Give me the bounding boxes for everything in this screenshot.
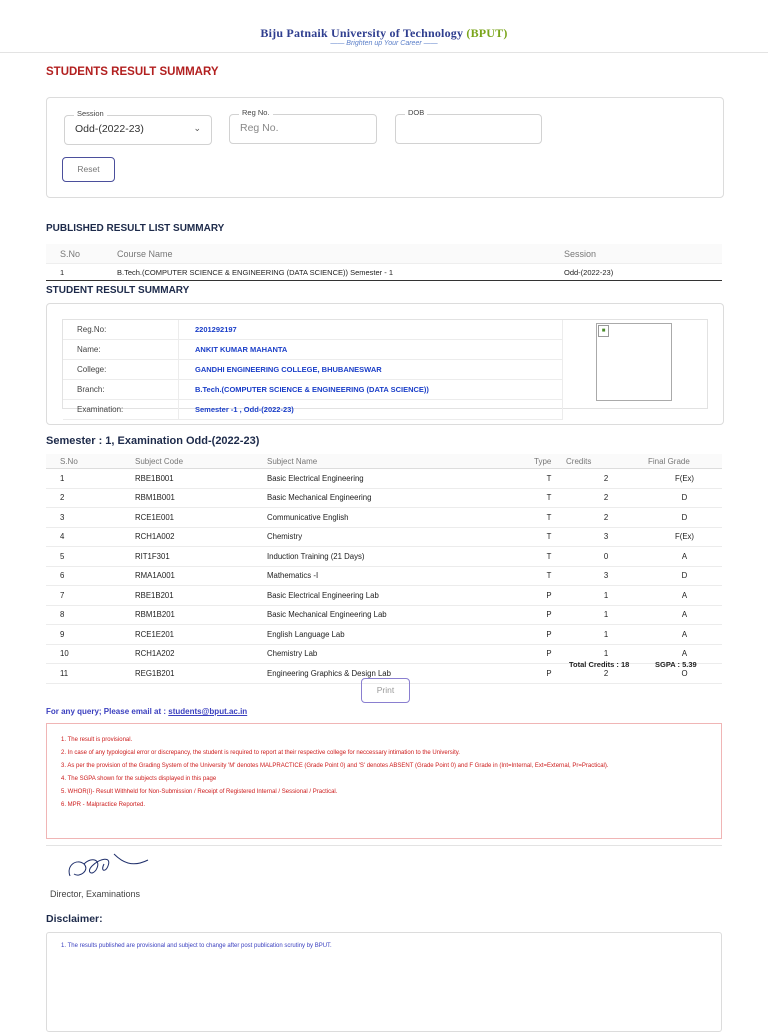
col-session: Session	[563, 244, 722, 264]
note-item: 6. MPR - Malpractice Reported.	[61, 802, 146, 808]
student-photo	[596, 323, 672, 401]
cell-sno: 11	[46, 664, 121, 684]
cell-code: RMA1A001	[121, 566, 266, 586]
cell-credits: 3	[565, 527, 647, 547]
info-value: ANKIT KUMAR MAHANTA	[179, 340, 563, 360]
divider	[46, 845, 722, 846]
table-row	[46, 469, 722, 489]
reg-no-label: Reg No.	[239, 108, 273, 117]
col-credits: Credits	[565, 454, 647, 469]
cell-sno: 1	[46, 469, 121, 489]
info-label: College:	[63, 360, 179, 380]
info-value: GANDHI ENGINEERING COLLEGE, BHUBANESWAR	[179, 360, 563, 380]
col-course: Course Name	[116, 244, 563, 264]
query-line	[46, 707, 247, 716]
row-sno: 1	[46, 264, 116, 281]
cell-name: Induction Training (21 Days)	[266, 547, 533, 567]
cell-name: Engineering Graphics & Design Lab	[266, 664, 533, 684]
cell-credits: 2	[565, 469, 647, 489]
info-row-college	[63, 360, 563, 380]
director-signature	[62, 848, 152, 884]
cell-credits: 1	[565, 644, 647, 664]
cell-name: Mathematics -I	[266, 566, 533, 586]
cell-type: T	[533, 547, 565, 567]
cell-name: Chemistry Lab	[266, 644, 533, 664]
cell-sno: 4	[46, 527, 121, 547]
student-info-box	[62, 319, 708, 414]
note-item: 5. WHOR(I)- Result Withheld for Non-Submission / Receipt of Registered Internal / Sessional / Practical.	[61, 789, 338, 795]
session-select[interactable]	[64, 109, 212, 145]
cell-type: P	[533, 644, 565, 664]
notes-box	[46, 723, 722, 839]
info-label: Name:	[63, 340, 179, 360]
university-tagline: —— Brighten up Your Career ——	[330, 40, 438, 47]
print-button[interactable]: Print	[361, 678, 410, 703]
university-title	[0, 26, 768, 41]
site-header	[0, 0, 768, 53]
cell-code: RCE1E201	[121, 625, 266, 645]
cell-credits: 2	[565, 488, 647, 508]
cell-code: RIT1F301	[121, 547, 266, 567]
info-label: Examination:	[63, 400, 179, 420]
session-label: Session	[74, 109, 107, 118]
reg-no-input[interactable]	[229, 108, 377, 144]
cell-code: RCH1A202	[121, 644, 266, 664]
info-label: Reg.No:	[63, 320, 179, 340]
col-subject-code: Subject Code	[121, 454, 266, 469]
cell-credits: 1	[565, 586, 647, 606]
cell-name: Basic Electrical Engineering Lab	[266, 586, 533, 606]
table-row[interactable]	[46, 264, 722, 281]
cell-type: T	[533, 508, 565, 528]
cell-sno: 2	[46, 488, 121, 508]
disclaimer-box	[46, 932, 722, 1032]
cell-code: RBE1B201	[121, 586, 266, 606]
cell-name: Basic Mechanical Engineering	[266, 488, 533, 508]
results-table	[46, 454, 722, 684]
cell-name: Communicative English	[266, 508, 533, 528]
note-item: 4. The SGPA shown for the subjects displayed in this page	[61, 776, 217, 782]
table-row	[46, 488, 722, 508]
cell-grade: F(Ex)	[647, 469, 722, 489]
cell-credits: 1	[565, 605, 647, 625]
cell-type: T	[533, 488, 565, 508]
cell-grade: A	[647, 586, 722, 606]
cell-type: P	[533, 664, 565, 684]
filter-card	[46, 97, 724, 198]
table-row	[46, 605, 722, 625]
info-row-branch	[63, 380, 563, 400]
col-sno: S.No	[46, 454, 121, 469]
university-abbr: (BPUT)	[466, 26, 508, 40]
info-row-exam	[63, 400, 563, 420]
cell-sno: 3	[46, 508, 121, 528]
col-sno: S.No	[46, 244, 116, 264]
student-summary-title: STUDENT RESULT SUMMARY	[46, 285, 190, 296]
cell-name: Basic Electrical Engineering	[266, 469, 533, 489]
col-type: Type	[533, 454, 565, 469]
cell-credits: 1	[565, 625, 647, 645]
col-subject-name: Subject Name	[266, 454, 533, 469]
dob-label: DOB	[405, 108, 427, 117]
cell-sno: 10	[46, 644, 121, 664]
cell-code: RCE1E001	[121, 508, 266, 528]
table-row	[46, 527, 722, 547]
info-row-reg	[63, 320, 563, 340]
cell-type: T	[533, 527, 565, 547]
cell-grade: A	[647, 547, 722, 567]
cell-credits: 0	[565, 547, 647, 567]
note-item: 1. The result is provisional.	[61, 737, 133, 743]
col-final-grade: Final Grade	[647, 454, 722, 469]
disclaimer-text: 1. The results published are provisional and subject to change after post publication scrutiny by BPUT.	[61, 943, 332, 949]
broken-image-icon: ■	[598, 325, 609, 337]
note-item: 3. As per the provision of the Grading System of the University 'M' denotes MALPRACTICE (Grade Point 0) and 'S' denotes ABSENT (Grade Point 0) and F Grade in (Int=Internal, Ext=External, Pr=Practical).	[61, 763, 609, 769]
cell-sno: 9	[46, 625, 121, 645]
info-row-name	[63, 340, 563, 360]
reg-no-placeholder: Reg No.	[240, 122, 279, 134]
semester-title: Semester : 1, Examination Odd-(2022-23)	[46, 435, 260, 447]
support-email-link[interactable]: students@bput.ac.in	[168, 707, 248, 716]
total-credits: Total Credits : 18	[569, 660, 630, 669]
cell-sno: 6	[46, 566, 121, 586]
info-label: Branch:	[63, 380, 179, 400]
table-row	[46, 586, 722, 606]
table-row	[46, 625, 722, 645]
cell-type: P	[533, 605, 565, 625]
cell-type: T	[533, 469, 565, 489]
cell-code: REG1B201	[121, 664, 266, 684]
info-value: Semester -1 , Odd-(2022-23)	[179, 400, 563, 420]
cell-grade: A	[647, 605, 722, 625]
cell-credits: 2	[565, 508, 647, 528]
cell-credits: 2	[565, 664, 647, 684]
chevron-down-icon: ⌄	[193, 123, 201, 133]
cell-type: T	[533, 566, 565, 586]
row-session: Odd-(2022-23)	[563, 264, 722, 281]
cell-sno: 7	[46, 586, 121, 606]
cell-grade: D	[647, 508, 722, 528]
cell-code: RBM1B201	[121, 605, 266, 625]
cell-type: P	[533, 625, 565, 645]
table-row	[46, 508, 722, 528]
cell-grade: O	[647, 664, 722, 684]
cell-code: RBM1B001	[121, 488, 266, 508]
cell-grade: A	[647, 644, 722, 664]
cell-grade: F(Ex)	[647, 527, 722, 547]
session-value: Odd-(2022-23)	[75, 123, 144, 135]
published-summary-table	[46, 244, 722, 281]
page-title: STUDENTS RESULT SUMMARY	[46, 66, 219, 78]
student-info-table	[63, 320, 563, 420]
university-name: Biju Patnaik University of Technology	[260, 26, 464, 40]
cell-name: English Language Lab	[266, 625, 533, 645]
director-label: Director, Examinations	[50, 889, 141, 899]
note-item: 2. In case of any typological error or discrepancy, the student is required to report at their respective college for neccessary intimation to the University.	[61, 750, 460, 756]
dob-input[interactable]	[395, 108, 542, 144]
disclaimer-title: Disclaimer:	[46, 913, 103, 925]
reset-button[interactable]: Reset	[62, 157, 115, 182]
info-value: B.Tech.(COMPUTER SCIENCE & ENGINEERING (DATA SCIENCE))	[179, 380, 563, 400]
cell-sno: 5	[46, 547, 121, 567]
sgpa: SGPA : 5.39	[655, 660, 697, 669]
table-row	[46, 547, 722, 567]
cell-credits: 3	[565, 566, 647, 586]
query-text: For any query; Please email at :	[46, 707, 169, 716]
table-row	[46, 566, 722, 586]
cell-grade: D	[647, 488, 722, 508]
info-value: 2201292197	[179, 320, 563, 340]
cell-code: RCH1A002	[121, 527, 266, 547]
cell-name: Chemistry	[266, 527, 533, 547]
published-summary-title: PUBLISHED RESULT LIST SUMMARY	[46, 223, 225, 234]
cell-sno: 8	[46, 605, 121, 625]
cell-grade: D	[647, 566, 722, 586]
cell-code: RBE1B001	[121, 469, 266, 489]
cell-name: Basic Mechanical Engineering Lab	[266, 605, 533, 625]
table-header-row	[46, 454, 722, 469]
cell-type: P	[533, 586, 565, 606]
row-course: B.Tech.(COMPUTER SCIENCE & ENGINEERING (DATA SCIENCE)) Semester - 1	[116, 264, 563, 281]
table-header-row	[46, 244, 722, 264]
cell-grade: A	[647, 625, 722, 645]
